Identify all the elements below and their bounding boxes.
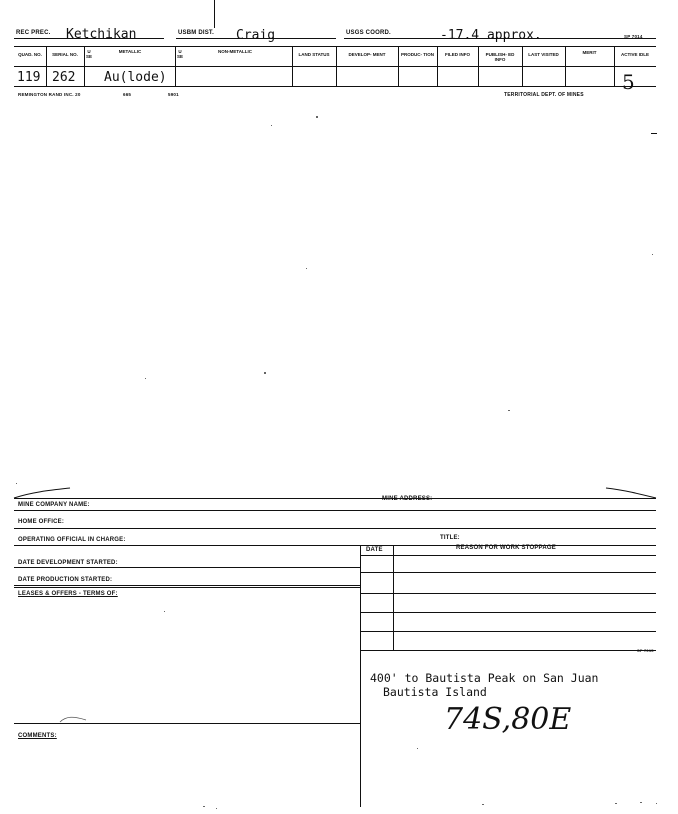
printer-code-2: 5901: [168, 92, 179, 97]
col-div: [336, 46, 337, 86]
col-div: [398, 46, 399, 86]
col-div: [478, 46, 479, 86]
operating-official-label: OPERATING OFFICIAL IN CHARGE:: [18, 537, 126, 543]
serial-no-header: SERIAL NO.: [52, 52, 78, 57]
scan-speck: [145, 378, 146, 379]
usbm-dist-label: USBM DIST.: [178, 30, 215, 36]
row-rule: [14, 528, 656, 529]
stoppage-header-rule: [360, 555, 656, 556]
rec-prec-label: REC PREC.: [16, 30, 51, 36]
stoppage-row-rule: [360, 572, 656, 573]
development-header: DEVELOP- MENT: [348, 52, 386, 57]
top-tick: [214, 0, 215, 28]
bottom-card-top-rule: [14, 498, 656, 499]
row-rule: [14, 585, 360, 586]
row-rule: [14, 567, 360, 568]
metallic-value: Au(lode): [104, 70, 167, 85]
center-divider: [360, 545, 361, 807]
row-rule: [14, 545, 656, 546]
scan-speck: [417, 748, 418, 749]
leases-label: LEASES & OFFERS - TERMS OF:: [18, 591, 118, 597]
scan-speck: [652, 254, 653, 255]
col-div: [614, 46, 615, 86]
edge-curve-right: [604, 486, 658, 500]
scan-speck: [615, 803, 617, 804]
published-info-header: PUBLISH- ED INFO: [485, 52, 515, 62]
col-div: [292, 46, 293, 86]
reason-header: REASON FOR WORK STOPPAGE: [456, 545, 556, 551]
quad-no-value: 119: [17, 70, 41, 85]
production-header: PRODUC- TION: [401, 52, 434, 57]
scan-speck: [640, 802, 642, 803]
date-production-label: DATE PRODUCTION STARTED:: [18, 577, 113, 583]
usgs-coord-value: -17.4 approx.: [440, 28, 542, 43]
use-nonmetallic-header: USE: [177, 49, 184, 59]
active-idle-header: ACTIVE IDLE: [620, 52, 649, 57]
col-div: [175, 46, 176, 86]
row-rule: [14, 587, 360, 588]
header-top-rule: [14, 46, 656, 47]
location-note-line1: 400' to Bautista Peak on San Juan: [370, 671, 599, 685]
scan-speck: [264, 372, 266, 374]
usgs-coord-label: USGS COORD.: [346, 30, 391, 36]
col-div: [46, 46, 47, 86]
stoppage-row-rule: [360, 650, 656, 651]
edge-curve-left: [12, 486, 72, 500]
metallic-header: METALLIC: [118, 49, 142, 54]
date-development-label: DATE DEVELOPMENT STARTED:: [18, 560, 118, 566]
scan-speck: [482, 804, 484, 805]
land-status-header: LAND STATUS: [298, 52, 330, 57]
merit-header: MERIT: [582, 50, 597, 55]
scan-speck: [508, 410, 510, 411]
scan-speck: [316, 116, 318, 118]
location-note-line2: Bautista Island: [383, 685, 487, 699]
scan-speck: [271, 125, 272, 126]
col-div: [565, 46, 566, 86]
form-number-bottom: SP 7015: [637, 648, 654, 653]
serial-no-value: 262: [52, 70, 76, 85]
scan-speck: [651, 133, 657, 134]
use-metallic-header: USE: [86, 49, 93, 59]
stoppage-row-rule: [360, 593, 656, 594]
rec-prec-value: Ketchikan: [66, 27, 137, 42]
usbm-dist-value: Craig: [236, 28, 276, 43]
row-bottom-rule: [14, 86, 656, 87]
handwritten-township-range: 74S,80E: [444, 702, 572, 737]
stoppage-row-rule: [360, 631, 656, 632]
comments-label: COMMENTS:: [18, 733, 57, 739]
scan-speck: [216, 808, 217, 809]
stoppage-row-rule: [360, 612, 656, 613]
mine-company-name-label: MINE COMPANY NAME:: [18, 502, 90, 508]
printer-code-1: 665: [123, 92, 132, 97]
date-header: DATE: [366, 547, 383, 553]
scan-speck: [306, 268, 307, 269]
scan-speck: [164, 611, 165, 612]
scan-speck: [203, 806, 205, 807]
non-metallic-header: NON-METALLIC: [218, 49, 252, 54]
printer-mark: REMINGTON RAND INC. 20: [18, 92, 81, 97]
last-visited-header: LAST VISITED: [528, 52, 559, 57]
pencil-mark: [58, 714, 88, 724]
filed-info-header: FILED INFO: [445, 52, 470, 57]
col-div: [437, 46, 438, 86]
col-div: [84, 46, 85, 86]
col-div: [522, 46, 523, 86]
department-footer: TERRITORIAL DEPT. OF MINES: [504, 92, 584, 98]
scan-speck: [16, 483, 17, 484]
mine-address-label: MINE ADDRESS:: [382, 496, 433, 502]
active-idle-mark: 5: [622, 70, 635, 94]
header-bottom-rule: [14, 66, 656, 67]
stoppage-date-divider: [393, 545, 394, 650]
row-rule: [14, 510, 656, 511]
title-label: TITLE:: [440, 535, 460, 541]
home-office-label: HOME OFFICE:: [18, 519, 65, 525]
quad-no-header: QUAD. NO.: [18, 52, 42, 57]
form-number-top: SP 7014: [624, 34, 643, 39]
scan-speck: [656, 803, 657, 804]
